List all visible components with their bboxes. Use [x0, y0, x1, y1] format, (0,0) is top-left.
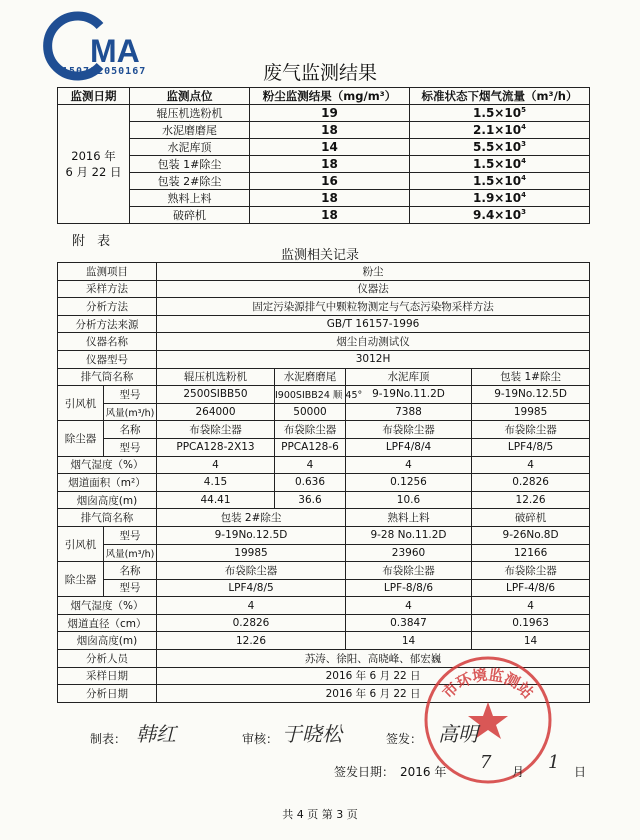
records-table	[57, 262, 590, 703]
cell-value: 0.2826	[157, 614, 346, 632]
row-label: 引风机	[58, 386, 104, 421]
cell-value: 4	[157, 597, 346, 615]
flow-value: $9.4\times 10^3$	[410, 207, 590, 224]
cell-value: 50000	[275, 403, 346, 421]
cma-number: 150712050167	[62, 66, 147, 77]
table-row	[58, 474, 590, 492]
cell-value: PPCA128-6	[275, 438, 346, 456]
exhaust-name: 水泥磨磨尾	[275, 368, 346, 386]
row-label: 排气筒名称	[58, 368, 157, 386]
cell-value: 12.26	[157, 632, 346, 650]
review-signature: 于晓松	[282, 722, 342, 746]
dust-value: 14	[250, 139, 410, 156]
cell-value: 布袋除尘器	[472, 562, 590, 580]
table-row	[58, 139, 590, 156]
row-label: 名称	[104, 421, 157, 439]
cell-value: 12166	[472, 544, 590, 562]
cell-value: LPF-4/8/6	[472, 579, 590, 597]
col-header: 标准状态下烟气流量（m³/h）	[410, 88, 590, 105]
dust-value: 18	[250, 156, 410, 173]
table-row	[58, 597, 590, 615]
cell-value: 4	[472, 456, 590, 474]
flow-value: $2.1\times 10^4$	[410, 122, 590, 139]
monitor-point: 水泥库顶	[130, 139, 250, 156]
results-header-row	[58, 88, 590, 105]
exhaust-name: 包装 2#除尘	[157, 509, 346, 527]
row-value: 粉尘	[157, 263, 590, 281]
table-row	[58, 368, 590, 386]
cell-value: 14	[346, 632, 472, 650]
table-row	[58, 105, 590, 122]
issue-date-day: 1	[548, 752, 560, 773]
cell-value: 布袋除尘器	[157, 562, 346, 580]
cell-value: 44.41	[157, 491, 275, 509]
monitor-point: 熟料上料	[130, 190, 250, 207]
table-row	[58, 438, 590, 456]
row-label: 风量(m³/h)	[104, 544, 157, 562]
row-label: 引风机	[58, 526, 104, 561]
col-header: 粉尘监测结果（mg/m³）	[250, 88, 410, 105]
cell-value: 23960	[346, 544, 472, 562]
row-label: 仪器型号	[58, 350, 157, 368]
row-label: 烟气湿度（%）	[58, 597, 157, 615]
cell-value: PPCA128-2X13	[157, 438, 275, 456]
table-row	[58, 544, 590, 562]
issue-signature: 高明	[438, 722, 478, 746]
dust-value: 16	[250, 173, 410, 190]
dust-value: 18	[250, 207, 410, 224]
row-value: 烟尘自动测试仪	[157, 333, 590, 351]
cell-value: LPF4/8/5	[157, 579, 346, 597]
row-label: 排气筒名称	[58, 509, 157, 527]
cell-value: 4	[275, 456, 346, 474]
table-row	[58, 298, 590, 316]
monitor-date: 2016 年 6 月 22 日	[58, 105, 130, 224]
exhaust-name: 水泥库顶	[346, 368, 472, 386]
col-header: 监测日期	[58, 88, 130, 105]
row-label: 烟囱高度(m)	[58, 632, 157, 650]
row-label: 分析人员	[58, 650, 157, 668]
cell-value: 0.636	[275, 474, 346, 492]
cell-value: 0.2826	[472, 474, 590, 492]
issue-date-month-unit: 月	[512, 765, 525, 779]
exhaust-name: 辊压机选粉机	[157, 368, 275, 386]
dust-value: 19	[250, 105, 410, 122]
cell-value: 布袋除尘器	[157, 421, 275, 439]
cell-value: 布袋除尘器	[346, 421, 472, 439]
row-label: 采样方法	[58, 280, 157, 298]
row-label: 风量(m³/h)	[104, 403, 157, 421]
cell-value: 4	[157, 456, 275, 474]
cell-value: 4	[472, 597, 590, 615]
flow-value: $1.5\times 10^5$	[410, 105, 590, 122]
table-row	[58, 333, 590, 351]
dust-value: 18	[250, 190, 410, 207]
table-row	[58, 632, 590, 650]
table-row	[58, 562, 590, 580]
cell-value: 10.6	[346, 491, 472, 509]
table-row	[58, 509, 590, 527]
row-value: GB/T 16157-1996	[157, 315, 590, 333]
exhaust-name: 熟料上料	[346, 509, 472, 527]
cell-value: 4	[346, 597, 472, 615]
cell-value: 7388	[346, 403, 472, 421]
table-row	[58, 421, 590, 439]
table-row	[58, 614, 590, 632]
flow-value: $1.5\times 10^4$	[410, 173, 590, 190]
exhaust-name: 包装 1#除尘	[472, 368, 590, 386]
cell-value: 36.6	[275, 491, 346, 509]
flow-value: $5.5\times 10^3$	[410, 139, 590, 156]
cell-value: 9-19No.12.5D	[157, 526, 346, 544]
issue-date-year: 2016 年	[400, 765, 447, 779]
table-row	[58, 491, 590, 509]
row-label: 仪器名称	[58, 333, 157, 351]
table-row	[58, 315, 590, 333]
exhaust-name: 破碎机	[472, 509, 590, 527]
cell-value: I900SIBB24 顺 45°	[275, 386, 346, 404]
page-title: 废气监测结果	[262, 62, 377, 84]
issue-date-month: 7	[480, 752, 492, 773]
cell-value: 4.15	[157, 474, 275, 492]
appendix-label: 附 表	[72, 234, 115, 249]
row-label: 烟囱高度(m)	[58, 491, 157, 509]
prepared-signature: 韩红	[136, 722, 176, 746]
cell-value: 9-19No.11.2D	[346, 386, 472, 404]
table-row	[58, 526, 590, 544]
row-value: 2016 年 6 月 22 日	[157, 685, 590, 703]
cell-value: 0.1963	[472, 614, 590, 632]
row-label: 名称	[104, 562, 157, 580]
row-value: 仪器法	[157, 280, 590, 298]
cell-value: 19985	[472, 403, 590, 421]
row-value: 2016 年 6 月 22 日	[157, 667, 590, 685]
row-label: 除尘器	[58, 562, 104, 597]
row-label: 烟道面积（m²）	[58, 474, 157, 492]
flow-value: $1.9\times 10^4$	[410, 190, 590, 207]
row-label: 监测项目	[58, 263, 157, 281]
row-label: 型号	[104, 579, 157, 597]
cell-value: LPF-8/8/6	[346, 579, 472, 597]
table-row	[58, 456, 590, 474]
table-row	[58, 403, 590, 421]
cell-value: LPF4/8/4	[346, 438, 472, 456]
seal-text: 市环境监测站	[438, 665, 538, 703]
table-row	[58, 156, 590, 173]
flow-value: $1.5\times 10^4$	[410, 156, 590, 173]
prepared-label: 制表：	[90, 732, 127, 746]
table-row	[58, 386, 590, 404]
table-row	[58, 350, 590, 368]
issue-date-day-unit: 日	[574, 765, 587, 779]
cell-value: 0.1256	[346, 474, 472, 492]
issue-date-label: 签发日期：	[334, 765, 395, 779]
table-row	[58, 263, 590, 281]
svg-text:市环境监测站	[439, 666, 537, 703]
row-label: 型号	[104, 386, 157, 404]
cell-value: LPF4/8/5	[472, 438, 590, 456]
cell-value: 14	[472, 632, 590, 650]
row-value: 固定污染源排气中颗粒物测定与气态污染物采样方法	[157, 298, 590, 316]
page-footer: 共 4 页 第 3 页	[282, 808, 358, 821]
cell-value: 9-28 No.11.2D	[346, 526, 472, 544]
issue-label: 签发：	[386, 732, 423, 746]
row-value: 苏涛、徐阳、高晓峰、郁宏巍	[157, 650, 590, 668]
row-label: 采样日期	[58, 667, 157, 685]
cell-value: 9-19No.12.5D	[472, 386, 590, 404]
records-title: 监测相关记录	[280, 248, 359, 263]
cell-value: 9-26No.8D	[472, 526, 590, 544]
cell-value: 19985	[157, 544, 346, 562]
col-header: 监测点位	[130, 88, 250, 105]
monitor-point: 水泥磨磨尾	[130, 122, 250, 139]
cell-value: 布袋除尘器	[275, 421, 346, 439]
cell-value: 布袋除尘器	[472, 421, 590, 439]
table-row	[58, 207, 590, 224]
row-label: 分析日期	[58, 685, 157, 703]
row-label: 型号	[104, 526, 157, 544]
row-label: 分析方法	[58, 298, 157, 316]
cell-value: 布袋除尘器	[346, 562, 472, 580]
cell-value: 12.26	[472, 491, 590, 509]
cma-logo-text: MA	[90, 33, 140, 69]
dust-value: 18	[250, 122, 410, 139]
review-label: 审核：	[242, 732, 279, 746]
row-label: 除尘器	[58, 421, 104, 456]
row-label: 型号	[104, 438, 157, 456]
table-row	[58, 122, 590, 139]
cell-value: 264000	[157, 403, 275, 421]
row-value: 3012H	[157, 350, 590, 368]
cell-value: 4	[346, 456, 472, 474]
table-row	[58, 173, 590, 190]
monitor-point: 包装 2#除尘	[130, 173, 250, 190]
row-label: 烟道直径（cm）	[58, 614, 157, 632]
table-row	[58, 579, 590, 597]
table-row	[58, 190, 590, 207]
monitor-point: 包装 1#除尘	[130, 156, 250, 173]
monitor-point: 破碎机	[130, 207, 250, 224]
cell-value: 0.3847	[346, 614, 472, 632]
cell-value: 2500SIBB50	[157, 386, 275, 404]
row-label: 烟气湿度（%）	[58, 456, 157, 474]
monitor-point: 辊压机选粉机	[130, 105, 250, 122]
table-row	[58, 280, 590, 298]
results-table	[57, 87, 590, 224]
row-label: 分析方法来源	[58, 315, 157, 333]
